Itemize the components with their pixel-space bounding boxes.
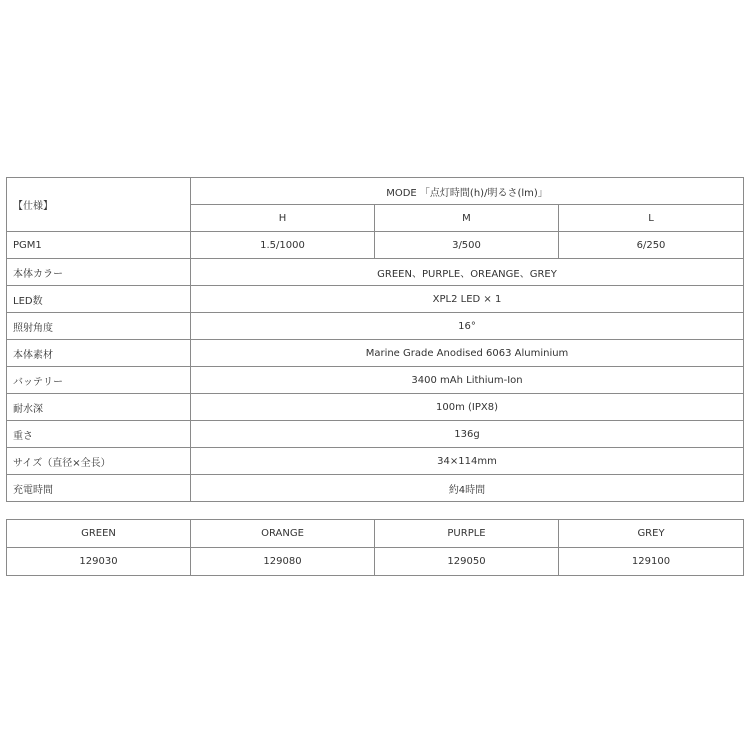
spec-row-label: LED数 xyxy=(7,286,191,313)
pgm1-row xyxy=(7,232,744,259)
spec-header-label: 【仕様】 xyxy=(7,178,191,232)
spec-table xyxy=(6,177,744,502)
pgm1-label: PGM1 xyxy=(7,232,191,259)
color-grey: GREY xyxy=(559,520,744,548)
spec-row-label: 重さ xyxy=(7,421,191,448)
spec-row-value: 34×114mm xyxy=(191,448,744,475)
code-purple: 129050 xyxy=(375,548,559,576)
code-green: 129030 xyxy=(7,548,191,576)
pgm1-value-l: 6/250 xyxy=(559,232,744,259)
spec-row-value: XPL2 LED × 1 xyxy=(191,286,744,313)
mode-header: MODE 「点灯時間(h)/明るさ(lm)」 xyxy=(191,178,744,205)
code-grey: 129100 xyxy=(559,548,744,576)
spec-row-label: 充電時間 xyxy=(7,475,191,502)
color-green: GREEN xyxy=(7,520,191,548)
spec-row-led xyxy=(7,286,744,313)
mode-m: M xyxy=(375,205,559,232)
mode-l: L xyxy=(559,205,744,232)
spec-row-label: 本体素材 xyxy=(7,340,191,367)
pgm1-value-m: 3/500 xyxy=(375,232,559,259)
spec-row-weight xyxy=(7,421,744,448)
spec-row-label: サイズ（直径×全長） xyxy=(7,448,191,475)
code-orange: 129080 xyxy=(191,548,375,576)
spec-row-value: 3400 mAh Lithium-Ion xyxy=(191,367,744,394)
spec-row-value: 100m (IPX8) xyxy=(191,394,744,421)
spec-row-depth xyxy=(7,394,744,421)
color-orange: ORANGE xyxy=(191,520,375,548)
spec-row-material xyxy=(7,340,744,367)
spec-row-label: 耐水深 xyxy=(7,394,191,421)
code-row xyxy=(7,548,744,576)
spec-row-value: GREEN、PURPLE、OREANGE、GREY xyxy=(191,259,744,286)
spec-row-value: 約4時間 xyxy=(191,475,744,502)
spec-row-charge-time xyxy=(7,475,744,502)
spec-row-value: 16° xyxy=(191,313,744,340)
spec-row-battery xyxy=(7,367,744,394)
product-code-table xyxy=(6,519,744,576)
spec-header-row xyxy=(7,178,744,205)
pgm1-value-h: 1.5/1000 xyxy=(191,232,375,259)
spec-row-beam-angle xyxy=(7,313,744,340)
spec-row-value: Marine Grade Anodised 6063 Aluminium xyxy=(191,340,744,367)
spec-row-value: 136g xyxy=(191,421,744,448)
spec-row-color xyxy=(7,259,744,286)
spec-row-label: バッテリー xyxy=(7,367,191,394)
spec-row-label: 本体カラー xyxy=(7,259,191,286)
mode-h: H xyxy=(191,205,375,232)
spec-row-size xyxy=(7,448,744,475)
color-purple: PURPLE xyxy=(375,520,559,548)
color-header-row xyxy=(7,520,744,548)
spec-row-label: 照射角度 xyxy=(7,313,191,340)
